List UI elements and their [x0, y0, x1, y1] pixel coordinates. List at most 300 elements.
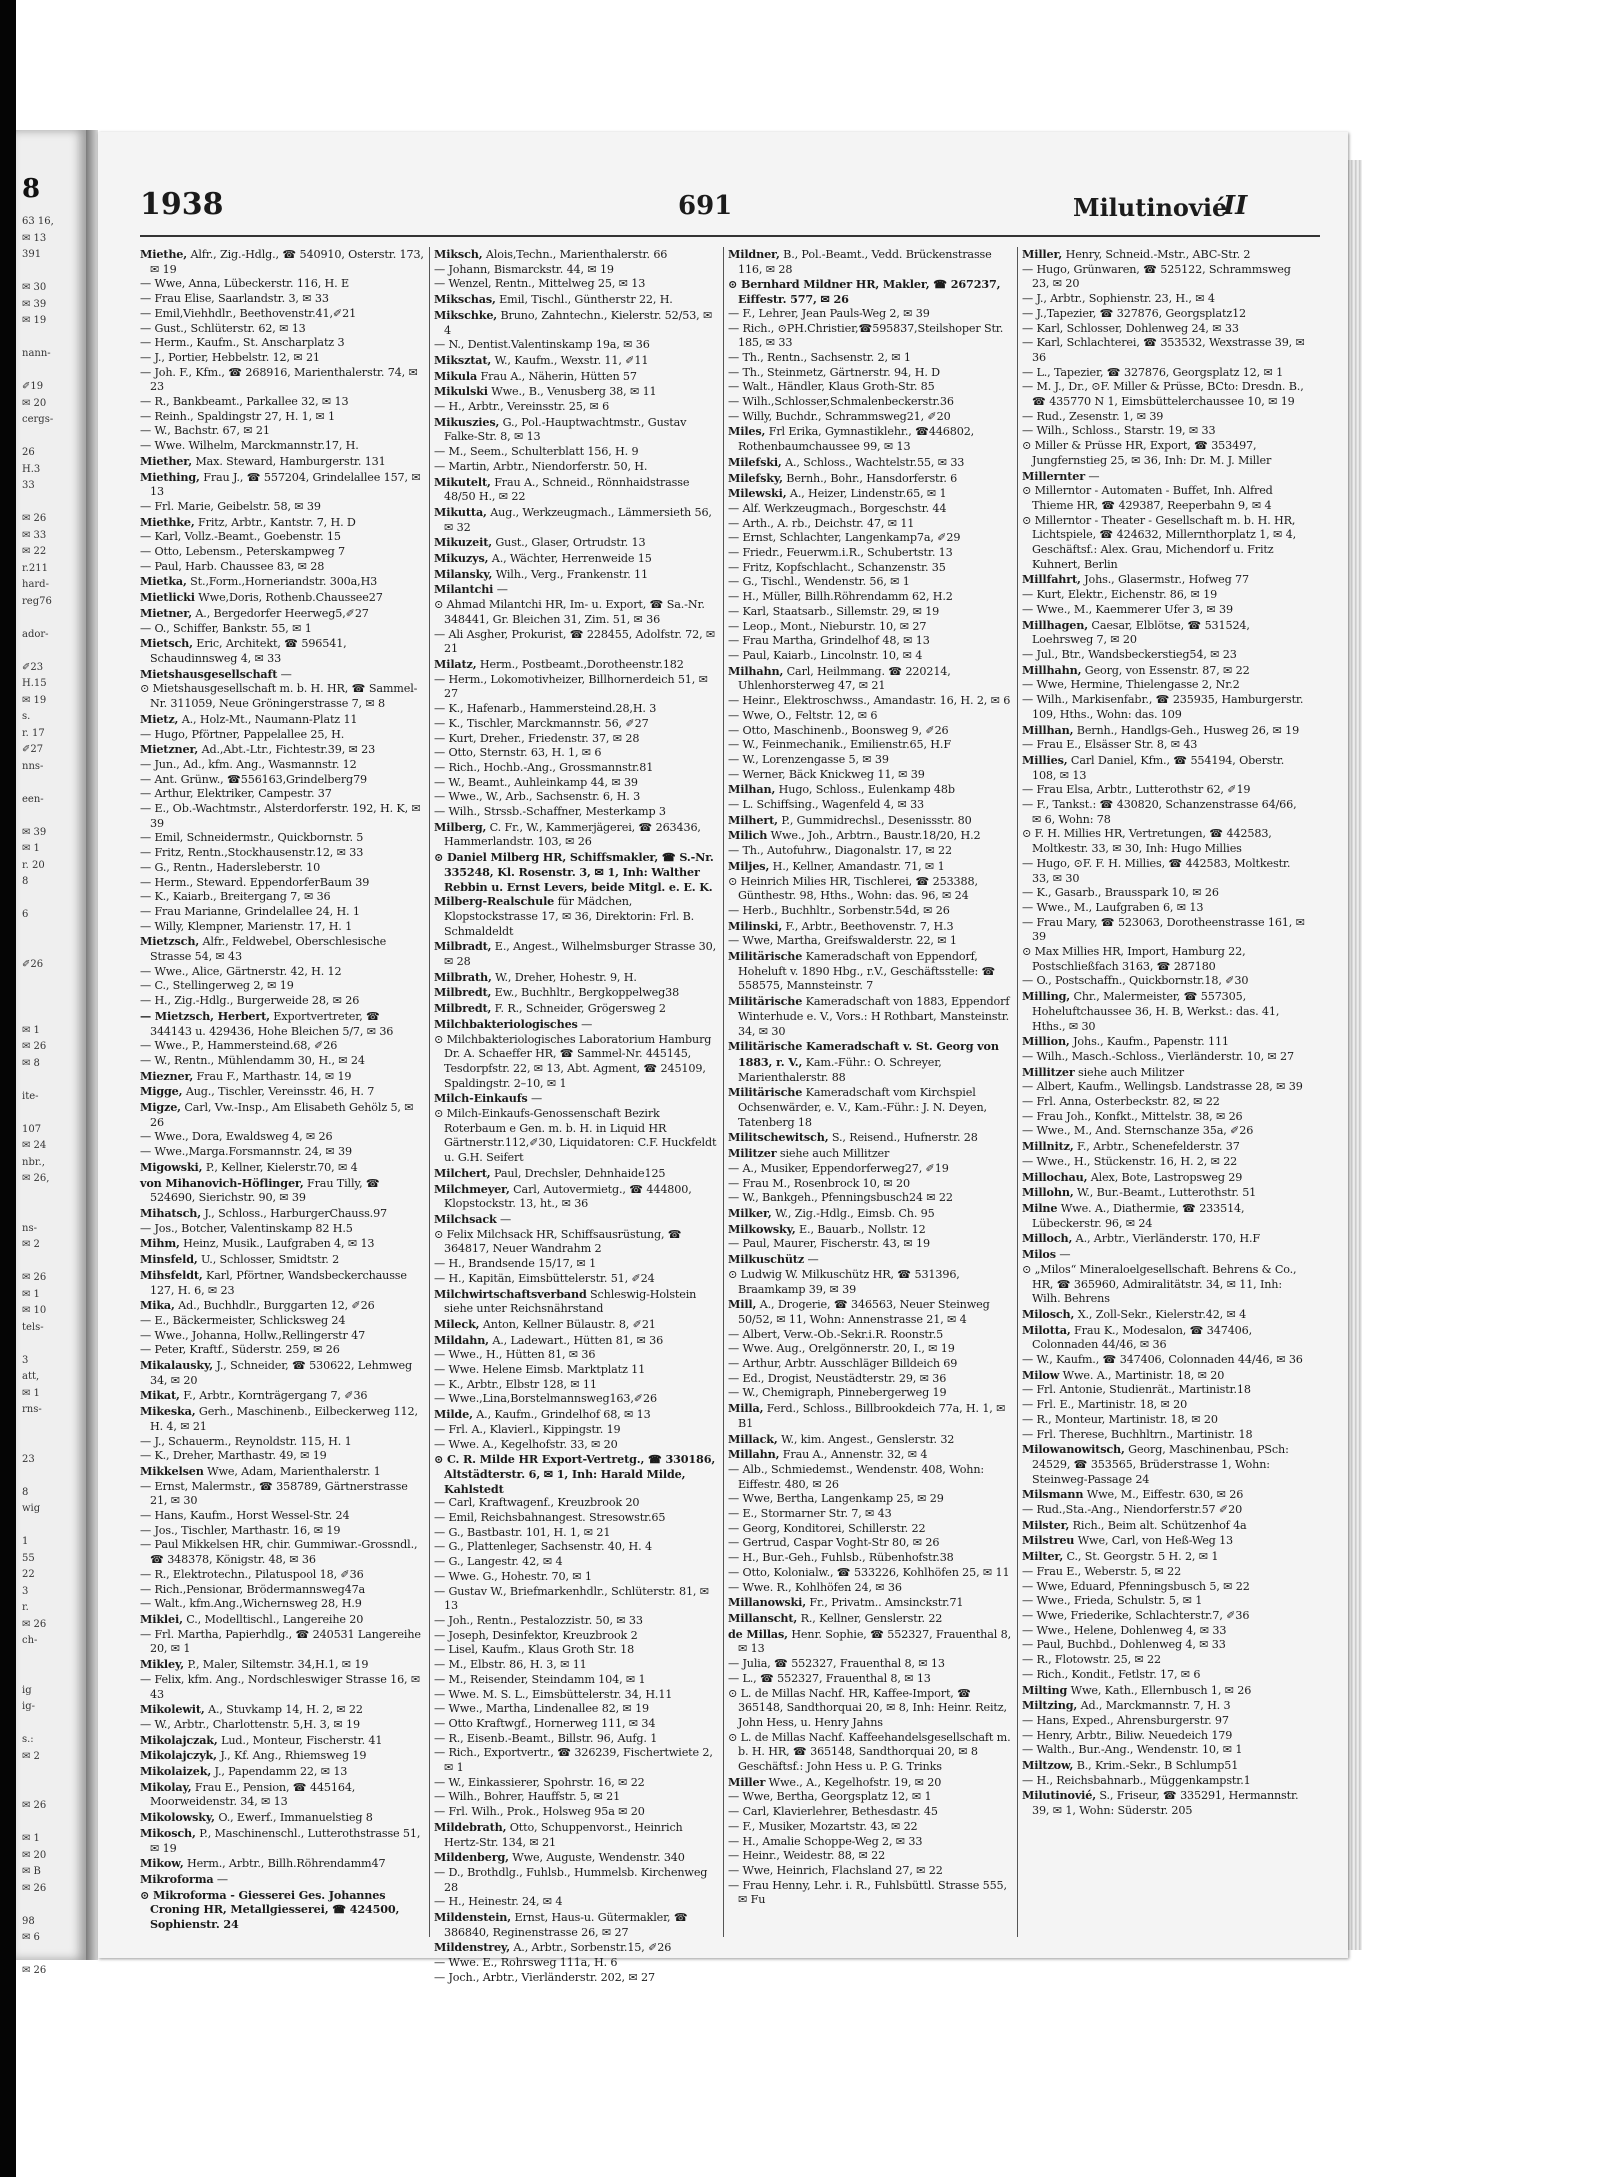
directory-entry [434, 1438, 718, 1453]
entry-name: Milatz, [434, 656, 477, 671]
previous-page-fragment: ✉ 39 [22, 826, 47, 838]
directory-entry [434, 415, 718, 445]
previous-page-fragment: ✉ 26 [22, 1965, 47, 1976]
directory-entry [1022, 1139, 1306, 1155]
directory-entry [434, 1910, 718, 1940]
entry-details: — Arthur, Arbtr. Ausschläger Billdeich 69 [728, 1357, 958, 1371]
entry-details: P., Maschinenschl., Lutterothstrasse 51, ✉ 19 [150, 1826, 421, 1855]
entry-name: ⊙ Daniel Milberg [434, 850, 540, 865]
previous-page-fragment: 55 [22, 1552, 35, 1564]
entry-details: Wwe, Kath., Ellernbusch 1, ✉ 26 [1070, 1683, 1252, 1697]
previous-page-fragment: 3 [22, 1354, 29, 1366]
directory-entry [140, 1612, 424, 1628]
entry-details: — Herm., Lokomotivheizer, Billhornerdeich 51, ✉ 27 [434, 672, 708, 701]
directory-entry [434, 1511, 718, 1526]
directory-entry [140, 934, 424, 964]
directory-entry [1022, 648, 1306, 663]
directory-entry [728, 590, 1012, 605]
entry-name: Milker, [728, 1206, 772, 1220]
entry-details: C., Modelltischl., Langereihe 20 [186, 1612, 364, 1626]
entry-details: A., Schloss., Wachtelstr.55, ✉ 33 [785, 455, 965, 469]
header-year: 1938 [140, 187, 224, 222]
entry-details: HR Export-Vertretg., ☎ 330186, Altstädterstr. 6, ✉ 1, Inh: Harald Milde, Kahlstedt [444, 1452, 716, 1496]
entry-details: — Wwe, O., Feltstr. 12, ✉ 6 [728, 708, 878, 722]
directory-entry [140, 322, 424, 337]
entry-details: Frau K., Modesalon, ☎ 347406, Colonnaden 44/46, ✉ 36 [1032, 1323, 1253, 1352]
directory-entry [140, 846, 424, 861]
previous-page-fragment: H.3 [22, 463, 41, 475]
previous-page-fragment: ✉ 30 [22, 282, 47, 293]
entry-name: Millhahn, [1022, 662, 1082, 677]
directory-entry [434, 732, 718, 747]
entry-details: C. Fr., W., Kammerjägerei, ☎ 263436, Hammerlandstr. 103, ✉ 26 [444, 820, 701, 849]
directory-entry [140, 1009, 424, 1039]
entry-details: — Fritz, Kopfschlacht., Schanzenstr. 35 [728, 560, 946, 574]
entry-name: Milbradt, [434, 939, 492, 954]
entry-details: — Hugo, ⊙F. F. H. Millies, ☎ 442583, Moltkestr. 33, ✉ 30 [1022, 856, 1291, 885]
entry-details: — Karl, Schlachterei, ☎ 353532, Wexstrasse 39, ✉ 36 [1022, 336, 1305, 364]
entry-name: Millhagen, [1022, 617, 1088, 632]
directory-entry [140, 1718, 424, 1733]
entry-details: — Th., Steinmetz, Gärtnerstr. 94, H. D [728, 365, 940, 379]
entry-details: — Werner, Bäck Knickweg 11, ✉ 39 [728, 767, 925, 781]
entry-details: — Georg, Konditorei, Schillerstr. 22 [728, 1521, 926, 1535]
previous-page-fragment: 33 [22, 480, 35, 491]
entry-details: St.,Form.,Horneriandstr. 300a,H3 [190, 575, 378, 589]
entry-details: — W., Chemigraph, Pinnebergerweg 19 [728, 1386, 947, 1400]
previous-page-fragment [16, 808, 86, 825]
directory-entry [140, 292, 424, 307]
previous-page-fragment: ✉ 22 [22, 546, 47, 557]
entry-details: — [807, 1253, 819, 1267]
entry-details: Kam.-Führ.: O. Schreyer, Marienthalerstr. 88 [738, 1055, 942, 1084]
entry-details: — Wwe., Frieda, Schulstr. 5, ✉ 1 [1022, 1594, 1203, 1608]
entry-name: ⊙ Mikroforma - Giesserei Ges. Johannes Croning [140, 1887, 386, 1917]
directory-entry [1022, 1185, 1306, 1201]
previous-page-fragment: 107 [22, 1123, 42, 1135]
directory-entry [728, 1879, 1012, 1908]
directory-entry [434, 1570, 718, 1585]
entry-details: — Hans, Kaufm., Horst Wessel-Str. 24 [140, 1509, 350, 1523]
entry-name: Militärische [728, 994, 803, 1009]
directory-entry [140, 1538, 424, 1567]
directory-entry [434, 1378, 718, 1393]
directory-entry [434, 567, 718, 583]
entry-details: — [1088, 469, 1100, 483]
entry-details: — Frl. Therese, Buchhltrn., Martinistr. 18 [1022, 1427, 1253, 1441]
directory-entry [434, 1658, 718, 1673]
directory-entry [434, 1287, 718, 1317]
directory-entry [728, 1252, 1012, 1268]
directory-entry [434, 247, 718, 263]
directory-entry [1022, 1774, 1306, 1789]
running-head [98, 187, 1348, 237]
directory-entry [434, 1702, 718, 1717]
directory-entry [728, 1536, 1012, 1551]
directory-entry [140, 1810, 424, 1826]
previous-page-fragment: wig [22, 1503, 41, 1514]
entry-name: Milde, [434, 1407, 473, 1422]
entry-name: Migowski, [140, 1159, 203, 1174]
entry-details: — J.,Tapezier, ☎ 327876, Georgsplatz12 [1022, 306, 1247, 320]
directory-entry [434, 1228, 718, 1257]
directory-entry [728, 1206, 1012, 1222]
entry-details: Alfr., Zig.-Hdlg., ☎ 540910, Osterstr. 173, ✉ 19 [150, 248, 424, 276]
entry-details: — [530, 1092, 542, 1106]
previous-page-fragment: nbr., [22, 1156, 45, 1168]
directory-entry [140, 1298, 424, 1314]
entry-name: Mikulski [434, 384, 488, 399]
directory-entry [728, 1401, 1012, 1431]
directory-entry [434, 1776, 718, 1791]
entry-name: Milowanowitsch, [1022, 1442, 1125, 1457]
directory-entry [140, 773, 424, 788]
directory-entry [728, 1820, 1012, 1835]
entry-details: — Frl. Martha, Papierhdlg., ☎ 240531 Langereihe 20, ✉ 1 [140, 1627, 421, 1656]
directory-entry [140, 876, 424, 891]
directory-entry [1022, 1729, 1306, 1744]
directory-entry [728, 531, 1012, 546]
entry-details: — N., Dentist.Valentinskamp 19a, ✉ 36 [434, 338, 650, 352]
entry-details: — C., Stellingerweg 2, ✉ 19 [140, 979, 294, 993]
column-3 [728, 247, 1012, 1937]
directory-entry [1022, 1307, 1306, 1323]
entry-details: — Frl. Antonie, Studienrät., Martinistr.18 [1022, 1383, 1251, 1397]
directory-entry [1022, 827, 1306, 856]
entry-details: Paul, Drechsler, Dehnhaide125 [493, 1166, 666, 1180]
previous-page-fragment: 23 [22, 1453, 35, 1465]
directory-entry [140, 545, 424, 560]
entry-name: Mietka, [140, 574, 187, 589]
entry-details: — [216, 1872, 228, 1886]
entry-details: — Johann, Bismarckstr. 44, ✉ 19 [434, 262, 614, 276]
previous-page-fragment: 3 [22, 1585, 29, 1597]
entry-details: — Ali Asgher, Prokurist, ☎ 228455, Adolfstr. 72, ✉ 21 [434, 627, 716, 656]
entry-details: — Frau Martha, Grindelhof 48, ✉ 13 [728, 634, 930, 648]
entry-details: F., Arbtr., Schenefelderstr. 37 [1077, 1140, 1240, 1154]
previous-page-fragment [16, 1947, 86, 1964]
entry-name: Milchsack [434, 1212, 497, 1226]
directory-entry [728, 724, 1012, 739]
entry-details: — Wwe. A., Kegelhofstr. 33, ✉ 20 [434, 1437, 618, 1451]
entry-details: — G., Tischl., Wendenstr. 56, ✉ 1 [728, 575, 910, 589]
previous-page-fragment: ✉ 26 [22, 513, 47, 524]
directory-entry [434, 1643, 718, 1658]
entry-details: — Frl. A., Klavierl., Kippingstr. 19 [434, 1422, 621, 1436]
entry-details: — E., Stormarner Str. 7, ✉ 43 [728, 1507, 892, 1521]
entry-details: — Wwe., W., Arb., Sachsenstr. 6, H. 3 [434, 790, 641, 804]
previous-page-fragment [16, 330, 86, 347]
entry-details: — M., Elbstr. 86, H. 3, ✉ 11 [434, 1658, 587, 1672]
entry-details: — K., Gasarb., Brausspark 10, ✉ 26 [1022, 886, 1219, 900]
directory-entry [140, 1435, 424, 1450]
directory-entry [728, 1775, 1012, 1791]
entry-details: R., Kellner, Genslerstr. 22 [800, 1611, 943, 1625]
previous-page-fragment: 8 [22, 1486, 29, 1498]
entry-name: Mihatsch, [140, 1206, 201, 1220]
entry-details: — M., Seem., Schulterblatt 156, H. 9 [434, 445, 639, 459]
directory-entry [728, 424, 1012, 454]
entry-details: Heinz, Musik., Laufgraben 4, ✉ 13 [183, 1237, 375, 1251]
page-number: 691 [678, 191, 733, 221]
entry-name: Mildenstrey, [434, 1940, 510, 1955]
entry-details: — G., Bastbastr. 101, H. 1, ✉ 21 [434, 1525, 611, 1539]
previous-page-fragment [16, 1105, 86, 1122]
directory-entry [434, 1555, 718, 1570]
entry-details: F., Arbtr., Kornträgergang 7, ✐36 [183, 1389, 368, 1403]
directory-entry [140, 1145, 424, 1160]
entry-details: — Heinr., Elektroschwss., Amandastr. 16, H. 2, ✉ 6 [728, 694, 1011, 708]
directory-entry [728, 1463, 1012, 1492]
entry-details: ⊙ Heinrich Milies HR, Tischlerei, ☎ 253388, Günthestr. 98, Hths., Wohn: das. 96, ✉ 24 [728, 874, 978, 903]
directory-entry [140, 905, 424, 920]
directory-entry [140, 1764, 424, 1780]
entry-details: — Frau E., Elsässer Str. 8, ✉ 43 [1022, 738, 1198, 752]
entry-details: — Frau E., Weberstr. 5, ✉ 22 [1022, 1564, 1182, 1578]
entry-details: — J., Arbtr., Sophienstr. 23, H., ✉ 4 [1022, 292, 1215, 306]
entry-details: — Rich., Hochb.-Ang., Grossmannstr.81 [434, 760, 654, 774]
directory-entry [434, 460, 718, 475]
directory-entry [1022, 1518, 1306, 1534]
entry-name: Milbrath, [434, 969, 492, 984]
directory-entry [434, 1333, 718, 1349]
entry-name: Miljes, [728, 858, 770, 873]
entry-details: — [1059, 1248, 1071, 1262]
entry-details: U., Schlosser, Smidtstr. 2 [201, 1253, 340, 1267]
entry-name: Millies, [1022, 752, 1068, 767]
entry-details: — Rud., Zesenstr. 1, ✉ 39 [1022, 409, 1164, 423]
previous-page-fragment [16, 891, 86, 908]
previous-page-fragment [16, 1435, 86, 1452]
entry-details: — [581, 1017, 593, 1031]
directory-entry [728, 1731, 1012, 1775]
directory-entry [434, 445, 718, 460]
entry-details: Henr. Sophie, ☎ 552327, Frauenthal 8, ✉ 13 [738, 1627, 1011, 1656]
directory-entry [728, 664, 1012, 694]
entry-details: A., Wächter, Herrenweide 15 [491, 552, 652, 566]
directory-entry [728, 1835, 1012, 1850]
directory-entry [140, 1236, 424, 1252]
previous-page-fragment: ✉ 1 [22, 1833, 40, 1844]
directory-entry [728, 307, 1012, 322]
entry-details: — J., Portier, Hebbelstr. 12, ✉ 21 [140, 350, 320, 364]
entry-details: — Walt., kfm.Ang.,Wichernsweg 28, H.9 [140, 1597, 362, 1611]
entry-details: Otto, Schuppenvorst., Heinrich Hertz-Str. 134, ✉ 21 [444, 1820, 683, 1849]
directory-entry [140, 410, 424, 425]
directory-entry [1022, 1580, 1306, 1595]
directory-entry [728, 753, 1012, 768]
entry-details: — Wilh.,Schlosser,Schmalenbeckerstr.36 [728, 395, 954, 409]
previous-page-fragment: ✉ 10 [22, 1305, 47, 1316]
entry-name: Milberg, [434, 819, 487, 834]
directory-entry [140, 1329, 424, 1344]
entry-details: W., kim. Angest., Genslerstr. 32 [781, 1432, 955, 1446]
directory-entry [1022, 723, 1306, 739]
directory-entry [1022, 901, 1306, 916]
entry-name: Milsmann [1022, 1487, 1084, 1502]
entry-details: — Th., Autofuhrw., Diagonalstr. 17, ✉ 22 [728, 844, 952, 858]
previous-page-fragment [16, 495, 86, 512]
directory-entry [434, 1033, 718, 1092]
entry-name: Mikat, [140, 1388, 180, 1403]
directory-entry [434, 475, 718, 505]
entry-name: Millernter [1022, 468, 1085, 483]
entry-name: Millhan, [1022, 722, 1074, 737]
page-stack-edge [1348, 160, 1362, 1950]
entry-details: — Frau M., Rosenbrock 10, ✉ 20 [728, 1176, 910, 1190]
entry-name: Mika, [140, 1298, 175, 1313]
previous-page-fragment: ✉ 19 [22, 694, 47, 706]
previous-page-fragment [16, 610, 86, 627]
entry-details: Caesar, Elblötse, ☎ 531524, Loehrsweg 7, ✉ 20 [1032, 618, 1250, 647]
directory-entry [728, 1447, 1012, 1463]
directory-entry [1022, 1353, 1306, 1368]
entry-details: — R., Flotowstr. 25, ✉ 22 [1022, 1653, 1161, 1667]
entry-details: Alex, Bote, Lastropsweg 29 [1090, 1170, 1243, 1184]
directory-entry [728, 828, 1012, 844]
directory-entry [140, 1206, 424, 1222]
directory-entry [1022, 380, 1306, 409]
directory-entry [434, 1629, 718, 1644]
entry-name: Milster, [1022, 1517, 1070, 1532]
directory-entry [728, 1222, 1012, 1238]
entry-details: Ferd., Schloss., Billbrookdeich 77a, H. 1, ✉ B1 [738, 1402, 1006, 1430]
entry-details: J., Kf. Ang., Rhiemsweg 19 [220, 1749, 367, 1763]
entry-details: HR, Metallgiesserei, ☎ 424500, Sophienstr. 24 [150, 1902, 400, 1932]
entry-details: — Jul., Btr., Wandsbeckerstieg54, ✉ 23 [1022, 647, 1237, 661]
entry-details: — Joseph, Desinfektor, Kreuzbrook 2 [434, 1628, 638, 1642]
entry-details: Wwe, Adam, Marienthalerstr. 1 [207, 1464, 381, 1478]
entry-name: Miksch, [434, 247, 483, 261]
directory-entry [434, 894, 718, 939]
directory-page [98, 132, 1348, 1984]
entry-details: Bernh., Bohr., Hansdorferstr. 6 [786, 471, 958, 485]
entry-details: E., Angest., Wilhelmsburger Strasse 30, ✉ 28 [444, 940, 716, 969]
directory-entry [728, 247, 1012, 277]
directory-entry [140, 1130, 424, 1145]
entry-details: — Ernst, Schlachter, Langenkamp7a, ✐29 [728, 531, 961, 545]
entry-details: Lud., Monteur, Fischerstr. 41 [221, 1733, 383, 1747]
entry-details: — Wwe. Helene Eimsb. Marktplatz 11 [434, 1363, 646, 1377]
previous-page-fragment: ✉ 20 [22, 1849, 47, 1861]
entry-name: Mikalausky, [140, 1358, 213, 1373]
entry-name: Mihsfeldt, [140, 1267, 203, 1282]
entry-details: Frau Tilly, ☎ 524690, Sierichstr. 90, ✉ 39 [150, 1176, 380, 1205]
entry-details: Ew., Buchhltr., Bergkoppelweg38 [494, 986, 680, 1000]
previous-page-fragment: 63 16, [22, 216, 54, 227]
entry-name: Milhert, [728, 812, 778, 827]
directory-entry [140, 682, 424, 711]
directory-entry [140, 861, 424, 876]
entry-name: Militschewitsch, [728, 1130, 829, 1145]
directory-entry [1022, 410, 1306, 425]
entry-name: Mikley, [140, 1657, 185, 1672]
entry-details: — Wwe.,Lina,Borstelmannsweg163,✐26 [434, 1392, 657, 1406]
directory-entry [728, 605, 1012, 620]
entry-details: siehe auch Militzer [1077, 1065, 1184, 1079]
directory-entry [140, 622, 424, 637]
previous-page-fragment: ig [22, 1684, 32, 1696]
entry-details: P., Kellner, Kielerstr.70, ✉ 4 [205, 1160, 358, 1174]
previous-page-fragment: ✉ 1 [22, 1024, 40, 1036]
entry-details: ⊙ Millerntor - Theater - Gesellschaft m. b. H. HR, Lichtspiele, ☎ 424632, Millernthorplatz 1, ✉ 4, Geschäftsf.: Alex. Grau, Michendorf u. Fritz Kuhnert, Berlin [1022, 513, 1296, 571]
entry-name: Mikutta, [434, 504, 487, 519]
directory-entry [140, 728, 424, 743]
directory-entry [1022, 307, 1306, 322]
entry-name: Millitzer [1022, 1064, 1075, 1079]
previous-page-fragment: 22 [22, 1569, 35, 1580]
entry-name: Miltzing, [1022, 1698, 1078, 1713]
entry-details: — Hans, Exped., Ahrensburgerstr. 97 [1022, 1713, 1229, 1727]
entry-details: — E., Ob.-Wachtmstr., Alsterdorferstr. 192, H. K, ✉ 39 [140, 802, 421, 830]
running-key-name: Milutinovié [1073, 193, 1228, 222]
directory-entry [434, 1182, 718, 1212]
previous-page-fragment: ✉ 2 [22, 1239, 40, 1250]
directory-entry [1022, 1368, 1306, 1384]
entry-details: — G., Plattenleger, Sachsenstr. 40, H. 4 [434, 1540, 652, 1554]
entry-details: A., Holz-Mt., Naumann-Platz 11 [181, 712, 358, 726]
entry-details: Ad., Marckmannstr. 7, H. 3 [1080, 1699, 1231, 1713]
entry-details: — Alf. Werkzeugmach., Borgeschstr. 44 [728, 501, 947, 515]
directory-entry [140, 1268, 424, 1298]
directory-entry [728, 1566, 1012, 1581]
directory-entry [1022, 1442, 1306, 1487]
entry-details: Frl Erika, Gymnastiklehr., ☎446802, Rothenbaumchaussee 99, ✉ 13 [738, 425, 975, 454]
entry-details: — Wwe. M. S. L., Eimsbüttelerstr. 34, H.11 [434, 1687, 673, 1701]
directory-entry [1022, 1428, 1306, 1443]
directory-entry [140, 1826, 424, 1856]
entry-name: Millohn, [1022, 1185, 1074, 1200]
entry-details: Kameradschaft von 1883, Eppendorf Winterhude e. V., Vors.: H Rothbart, Mansteinstr. 34, ✉ 30 [738, 995, 1010, 1038]
entry-details: — Wwe., M., And. Sternschanze 35a, ✐26 [1022, 1124, 1254, 1138]
entry-name: Mikeska, [140, 1404, 196, 1419]
directory-entry [1022, 1124, 1306, 1139]
entry-details: — Jos., Tischler, Marthastr. 16, ✉ 19 [140, 1523, 341, 1537]
directory-entry [1022, 469, 1306, 485]
entry-details: — Wwe, Bertha, Langenkamp 25, ✉ 29 [728, 1492, 944, 1506]
previous-page-fragment: ✐27 [22, 744, 44, 755]
entry-details: — K., Hafenarb., Hammersteind.28,H. 3 [434, 702, 657, 716]
entry-name: Miether, [140, 453, 192, 468]
directory-entry [434, 505, 718, 535]
directory-entry [1022, 945, 1306, 974]
entry-name: Mikolaizek, [140, 1764, 212, 1779]
entry-name: Miltzow, [1022, 1758, 1074, 1773]
directory-entry [140, 979, 424, 994]
entry-details: — Wilh., Schloss., Starstr. 19, ✉ 33 [1022, 424, 1216, 438]
previous-page-fragments [16, 214, 86, 1980]
directory-entry [1022, 1698, 1306, 1714]
directory-entry [140, 1222, 424, 1237]
directory-entry [140, 1568, 424, 1583]
directory-entry [434, 1540, 718, 1555]
directory-entry [1022, 857, 1306, 886]
entry-name: Millochau, [1022, 1169, 1088, 1184]
previous-page-fragment: H.15 [22, 678, 47, 689]
entry-details: — Wwe., P., Hammersteind.68, ✐26 [140, 1039, 338, 1053]
entry-details: — Rich., Kondit., Fetlstr. 17, ✉ 6 [1022, 1667, 1201, 1681]
directory-entry [1022, 886, 1306, 901]
entry-details: — [280, 667, 292, 681]
entry-details: — Paul, Kaiarb., Lincolnstr. 10, ✉ 4 [728, 648, 923, 662]
previous-page-fragment [16, 1188, 86, 1205]
entry-name: Milstreu [1022, 1533, 1075, 1548]
directory-entry [1022, 1201, 1306, 1231]
directory-entry [140, 1176, 424, 1206]
entry-name: Mikroforma [140, 1871, 214, 1886]
entry-name: Milchmeyer, [434, 1181, 510, 1196]
entry-details: Wwe, Carl, von Heß-Weg 13 [1077, 1534, 1234, 1548]
